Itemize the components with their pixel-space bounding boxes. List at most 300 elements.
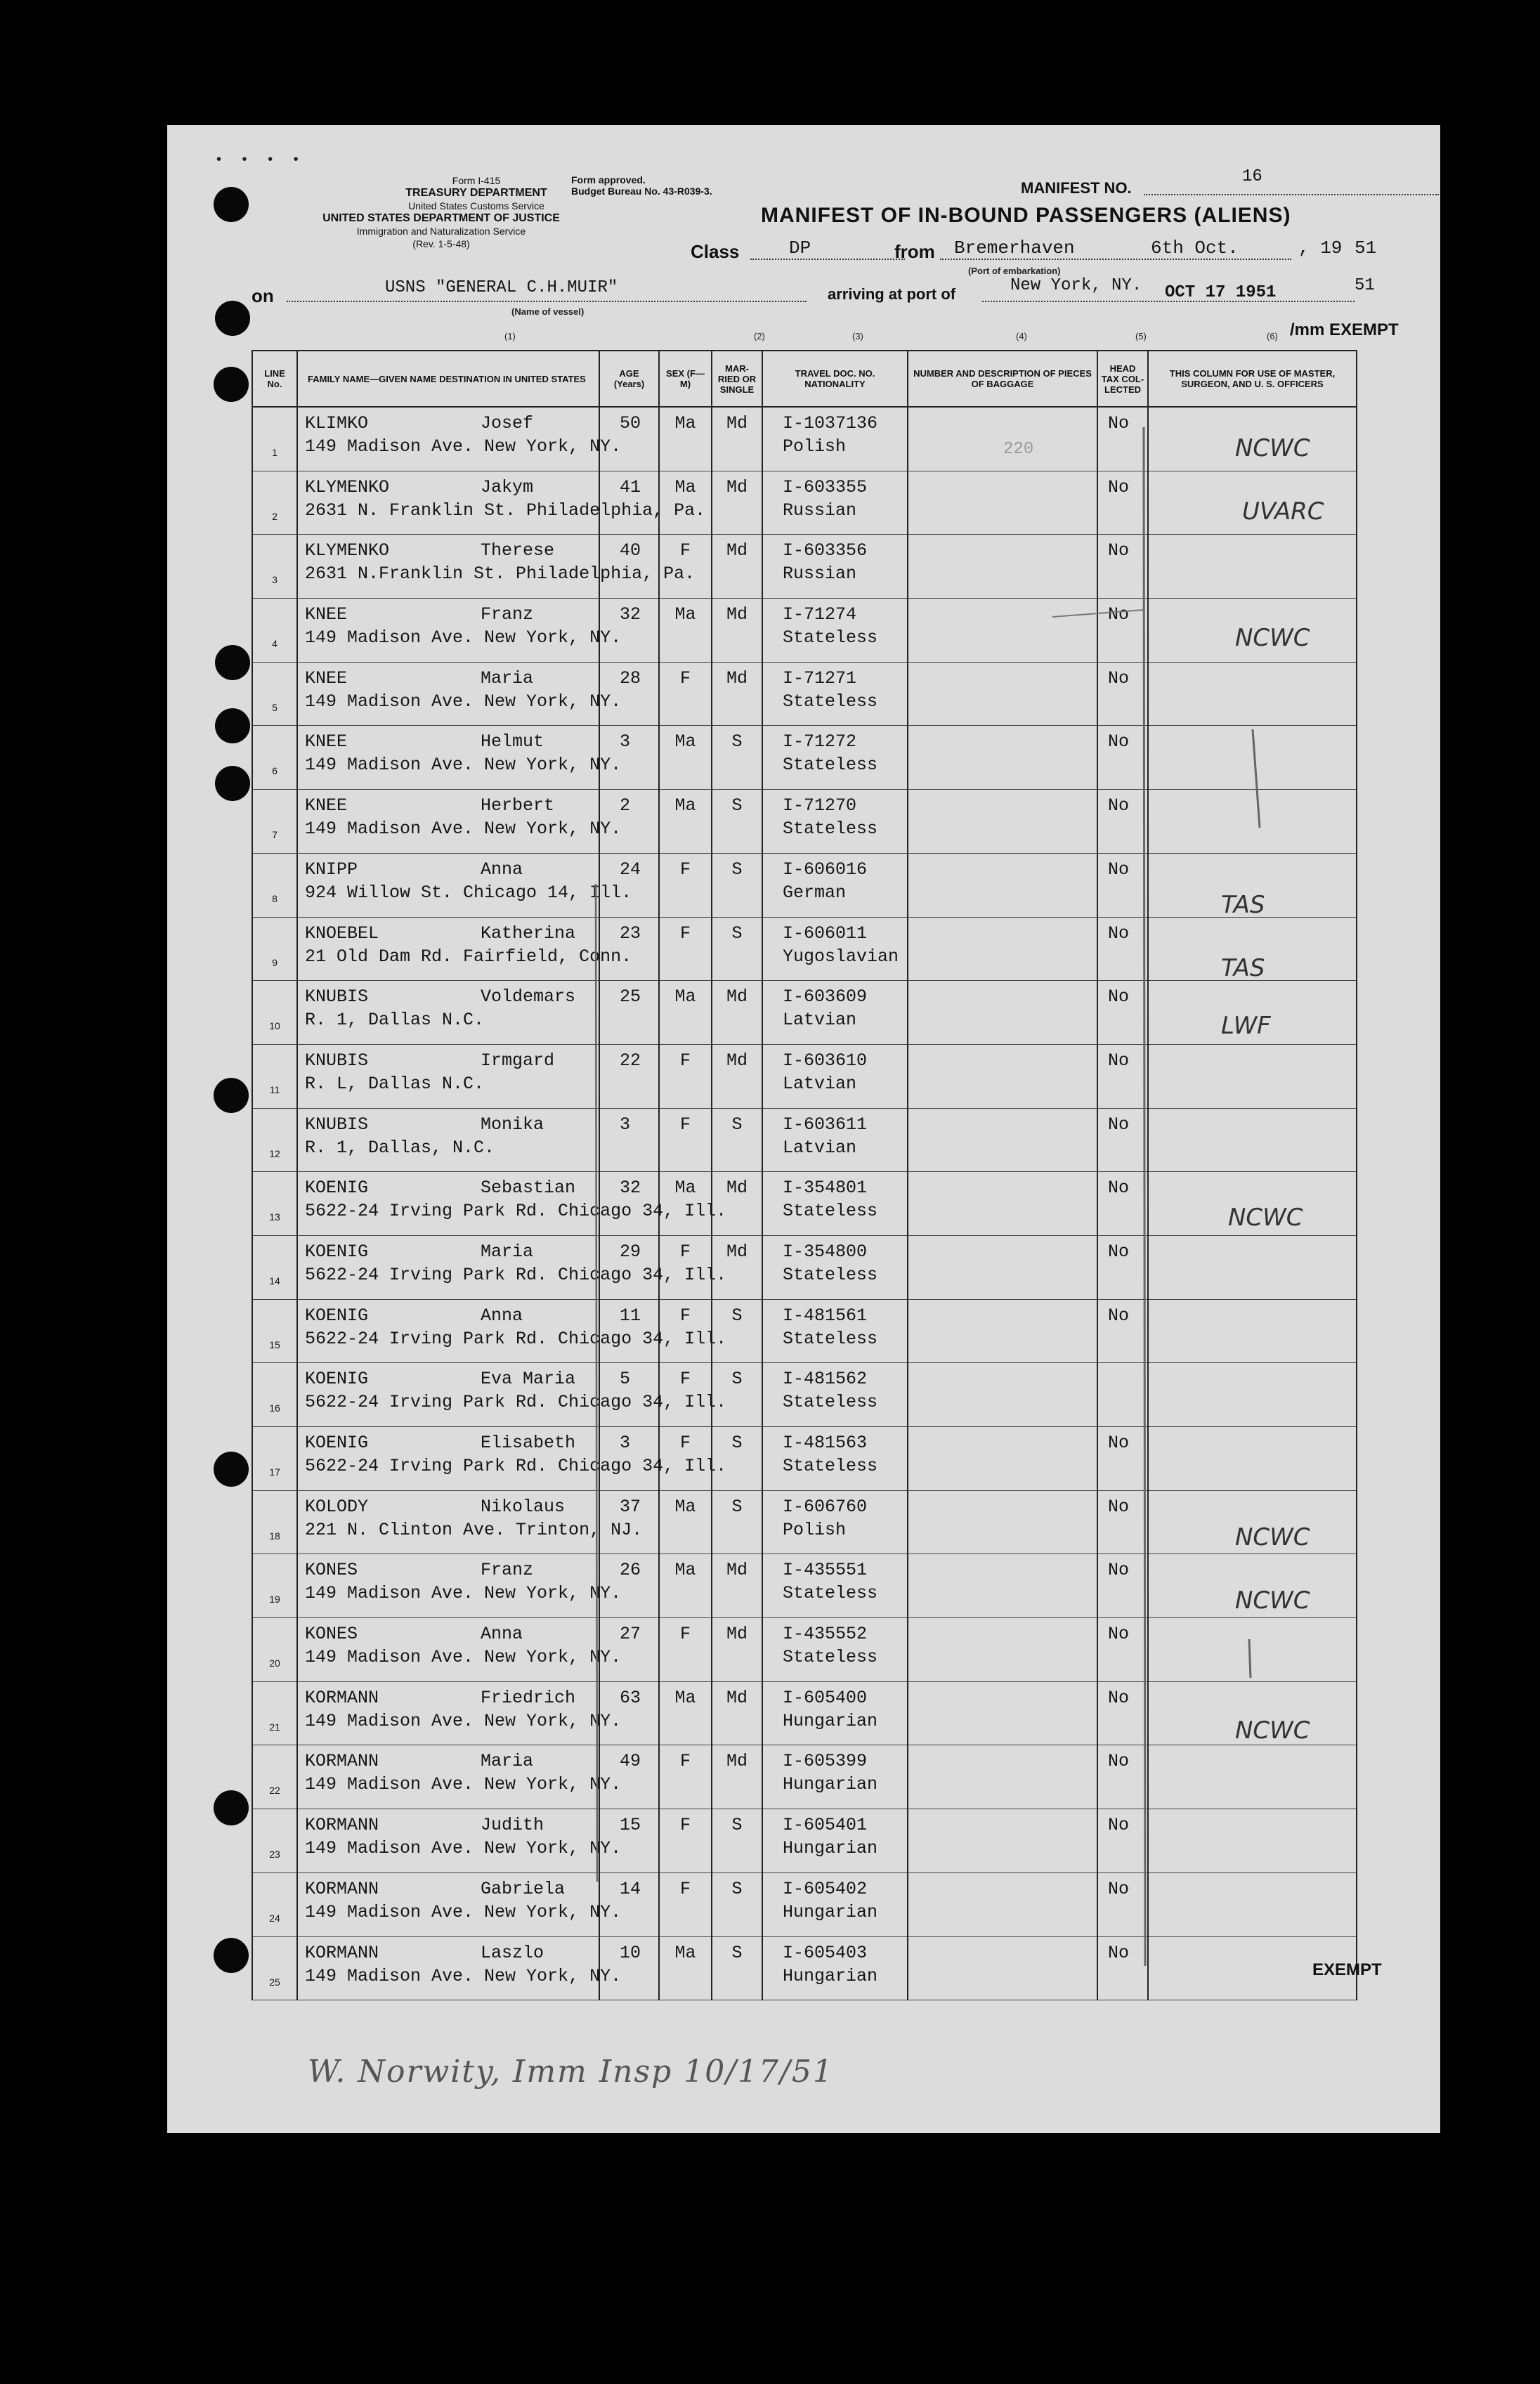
line-number: 3 — [272, 574, 278, 586]
marital-status: S — [731, 731, 743, 753]
head-tax: No — [1108, 1114, 1130, 1135]
nationality: Polish — [783, 1519, 847, 1540]
given-name: Anna — [481, 859, 523, 880]
header-baggage: NUMBER AND DESCRIPTION OF PIECES OF BAGGAGE — [908, 351, 1097, 407]
head-tax: No — [1108, 795, 1130, 816]
sex: Ma — [674, 476, 696, 497]
age: 25 — [620, 986, 641, 1008]
form-approval: Form approved. Budget Bureau No. 43-R039-3. — [571, 174, 712, 197]
line-number: 2 — [272, 510, 278, 522]
travel-doc-no: I-354800 — [783, 1241, 868, 1262]
travel-doc-no: I-605399 — [783, 1751, 868, 1772]
given-name: Franz — [481, 604, 534, 625]
nationality: Stateless — [783, 1201, 878, 1222]
sex: Ma — [674, 604, 696, 625]
manifest-page — [167, 125, 1440, 2133]
travel-doc-no: I-481561 — [783, 1305, 868, 1326]
line-number: 4 — [272, 638, 278, 650]
sex: Ma — [674, 731, 696, 753]
sex: Ma — [674, 795, 696, 816]
vessel-sublabel: (Name of vessel) — [511, 306, 585, 317]
col-num-4: (4) — [1016, 331, 1027, 341]
marital-status: Md — [726, 540, 748, 561]
sex: Ma — [674, 413, 696, 434]
arrival-date-stamp: OCT 17 1951 — [1165, 283, 1277, 302]
handwritten-note: TAS — [1221, 891, 1265, 919]
line-number: 23 — [269, 1849, 280, 1861]
nationality: Stateless — [783, 755, 878, 776]
age: 14 — [620, 1878, 641, 1899]
age: 3 — [620, 731, 631, 753]
handwritten-note: NCWC — [1235, 434, 1310, 462]
destination: 5622-24 Irving Park Rd. Chicago 34, Ill. — [305, 1264, 727, 1285]
marital-status: S — [731, 1878, 743, 1899]
sex: F — [679, 1751, 691, 1772]
arrival-year: 51 — [1355, 276, 1375, 295]
destination: 149 Madison Ave. New York, NY. — [305, 627, 622, 649]
sex: F — [679, 859, 691, 880]
sex: F — [679, 1241, 691, 1262]
head-tax: No — [1108, 540, 1130, 561]
given-name: Gabriela — [481, 1878, 566, 1899]
head-tax: No — [1108, 1241, 1130, 1262]
travel-doc-no: I-605402 — [783, 1878, 868, 1899]
nationality: Hungarian — [783, 1965, 878, 1986]
header-line: LINE No. — [252, 351, 297, 407]
given-name: Eva Maria — [481, 1369, 576, 1390]
sex: F — [679, 540, 691, 561]
from-label: from — [894, 241, 935, 262]
given-name: Maria — [481, 667, 534, 689]
handwritten-note: NCWC — [1235, 624, 1310, 652]
sex: F — [679, 923, 691, 944]
line-number: 16 — [269, 1402, 280, 1414]
handwritten-note: NCWC — [1235, 1717, 1310, 1745]
page-title: MANIFEST OF IN-BOUND PASSENGERS (ALIENS) — [761, 204, 1291, 227]
arrival-port: New York, NY. — [1010, 276, 1142, 295]
marital-status: S — [731, 859, 743, 880]
given-name: Maria — [481, 1241, 534, 1262]
travel-doc-no: I-603356 — [783, 540, 868, 561]
family-name: KONES — [305, 1624, 358, 1645]
col-num-6: (6) — [1267, 331, 1278, 341]
travel-doc-no: I-481563 — [783, 1433, 868, 1453]
sex: F — [679, 1433, 691, 1453]
class-label: Class — [691, 241, 740, 262]
given-name: Franz — [481, 1560, 534, 1581]
travel-doc-no: I-435552 — [783, 1624, 868, 1645]
head-tax: No — [1108, 986, 1130, 1008]
destination: 149 Madison Ave. New York, NY. — [305, 1838, 622, 1859]
sex: Ma — [674, 1496, 696, 1517]
marital-status: S — [731, 923, 743, 944]
handwritten-note: NCWC — [1228, 1204, 1303, 1232]
age: 3 — [620, 1114, 631, 1135]
head-tax: No — [1108, 1751, 1130, 1772]
family-name: KNUBIS — [305, 1050, 369, 1071]
line-number: 22 — [269, 1785, 280, 1797]
age: 24 — [620, 859, 641, 880]
destination: R. L, Dallas N.C. — [305, 1073, 485, 1094]
col-num-1: (1) — [504, 331, 516, 341]
travel-doc-no: I-603609 — [783, 986, 868, 1008]
travel-doc-no: I-606016 — [783, 859, 868, 880]
destination: 149 Madison Ave. New York, NY. — [305, 1901, 622, 1922]
destination: 5622-24 Irving Park Rd. Chicago 34, Ill. — [305, 1456, 727, 1476]
arriving-label: arriving at port of — [828, 285, 956, 303]
sex: F — [679, 1624, 691, 1645]
nationality: Stateless — [783, 1583, 878, 1604]
family-name: KNEE — [305, 731, 348, 753]
destination: 5622-24 Irving Park Rd. Chicago 34, Ill. — [305, 1392, 727, 1413]
given-name: Voldemars — [481, 986, 576, 1008]
destination: 2631 N. Franklin St. Philadelphia, Pa. — [305, 500, 706, 521]
header-married: MAR-RIED OR SINGLE — [712, 351, 762, 407]
given-name: Katherina — [481, 923, 576, 944]
given-name: Irmgard — [481, 1050, 555, 1071]
age: 15 — [620, 1815, 641, 1836]
marital-status: Md — [726, 1050, 748, 1071]
line-number: 20 — [269, 1657, 280, 1669]
nationality: Stateless — [783, 1328, 878, 1349]
age: 50 — [620, 413, 641, 434]
age: 10 — [620, 1942, 641, 1963]
exempt-stamp-bottom: EXEMPT — [1312, 1960, 1382, 1979]
travel-doc-no: I-71270 — [783, 795, 857, 816]
head-tax: No — [1108, 1050, 1130, 1071]
age: 49 — [620, 1751, 641, 1772]
age: 27 — [620, 1624, 641, 1645]
family-name: KNUBIS — [305, 986, 369, 1008]
marital-status: S — [731, 1815, 743, 1836]
travel-doc-no: I-603610 — [783, 1050, 868, 1071]
destination: R. 1, Dallas, N.C. — [305, 1137, 495, 1158]
family-name: KNEE — [305, 795, 348, 816]
top-ticks: • • • • — [216, 152, 307, 167]
nationality: Latvian — [783, 1137, 857, 1158]
col-num-2: (2) — [754, 331, 765, 341]
marital-status: Md — [726, 604, 748, 625]
vessel-name: USNS "GENERAL C.H.MUIR" — [385, 278, 618, 297]
travel-doc-no: I-435551 — [783, 1560, 868, 1581]
header-name: FAMILY NAME—GIVEN NAME DESTINATION IN UNITED STATES — [297, 351, 599, 407]
nationality: Russian — [783, 564, 857, 585]
marital-status: Md — [726, 413, 748, 434]
travel-doc-no: I-71272 — [783, 731, 857, 753]
line-number: 21 — [269, 1721, 280, 1733]
marital-status: Md — [726, 986, 748, 1008]
manifest-no-value: 16 — [1242, 167, 1262, 186]
head-tax: No — [1108, 413, 1130, 434]
age: 26 — [620, 1560, 641, 1581]
nationality: Russian — [783, 500, 857, 521]
baggage-note: 220 — [1003, 440, 1034, 459]
line-number: 1 — [272, 447, 278, 458]
given-name: Laszlo — [481, 1942, 544, 1963]
sex: F — [679, 1114, 691, 1135]
head-tax: No — [1108, 859, 1130, 880]
age: 41 — [620, 476, 641, 497]
given-name: Elisabeth — [481, 1433, 576, 1453]
destination: R. 1, Dallas N.C. — [305, 1010, 485, 1031]
destination: 221 N. Clinton Ave. Trinton, NJ. — [305, 1519, 643, 1540]
sex: F — [679, 1815, 691, 1836]
marital-status: S — [731, 1369, 743, 1390]
destination: 149 Madison Ave. New York, NY. — [305, 819, 622, 840]
family-name: KORMANN — [305, 1687, 379, 1708]
head-tax: No — [1108, 476, 1130, 497]
line-number: 24 — [269, 1912, 280, 1924]
line-number: 8 — [272, 892, 278, 904]
given-name: Anna — [481, 1305, 523, 1326]
head-tax: No — [1108, 1942, 1130, 1963]
year-prefix: , 19 — [1298, 237, 1343, 259]
destination: 149 Madison Ave. New York, NY. — [305, 436, 622, 457]
inspector-signature: W. Norwity, Imm Insp 10/17/51 — [308, 2054, 834, 2090]
nationality: Yugoslavian — [783, 946, 899, 967]
line-number: 13 — [269, 1211, 280, 1223]
form-agency-block: Form I-415 TREASURY DEPARTMENT United States Customs Service UNITED STATES DEPARTMENT OF JUSTICE Immigration and Naturalization Service (Rev. 1-5-48) — [322, 175, 560, 249]
exempt-stamp-top: /mm EXEMPT — [1290, 320, 1399, 339]
class-value: DP — [789, 237, 811, 259]
age: 2 — [620, 795, 631, 816]
destination: 149 Madison Ave. New York, NY. — [305, 1710, 622, 1731]
handwritten-note: NCWC — [1235, 1523, 1310, 1551]
destination: 924 Willow St. Chicago 14, Ill. — [305, 882, 632, 903]
family-name: KORMANN — [305, 1878, 379, 1899]
age: 37 — [620, 1496, 641, 1517]
line-number: 25 — [269, 1976, 280, 1988]
family-name: KOENIG — [305, 1178, 369, 1199]
given-name: Helmut — [481, 731, 544, 753]
nationality: Latvian — [783, 1073, 857, 1094]
family-name: KONES — [305, 1560, 358, 1581]
travel-doc-no: I-71271 — [783, 667, 857, 689]
head-tax: No — [1108, 1496, 1130, 1517]
destination: 149 Madison Ave. New York, NY. — [305, 1774, 622, 1795]
marital-status: Md — [726, 667, 748, 689]
nationality: Stateless — [783, 1264, 878, 1285]
nationality: Polish — [783, 436, 847, 457]
head-tax: No — [1108, 1687, 1130, 1708]
family-name: KNUBIS — [305, 1114, 369, 1135]
head-tax: No — [1108, 1560, 1130, 1581]
marital-status: S — [731, 1305, 743, 1326]
head-tax: No — [1108, 1305, 1130, 1326]
manifest-no-label: MANIFEST NO. — [1021, 179, 1132, 197]
on-label: on — [252, 285, 274, 306]
nationality: German — [783, 882, 847, 903]
travel-doc-no: I-354801 — [783, 1178, 868, 1199]
family-name: KOENIG — [305, 1369, 369, 1390]
family-name: KOENIG — [305, 1433, 369, 1453]
age: 29 — [620, 1241, 641, 1262]
given-name: Jakym — [481, 476, 534, 497]
sex: F — [679, 1305, 691, 1326]
given-name: Josef — [481, 413, 534, 434]
family-name: KNIPP — [305, 859, 358, 880]
nationality: Hungarian — [783, 1838, 878, 1859]
header-tax: HEAD TAX COL-LECTED — [1097, 351, 1148, 407]
given-name: Herbert — [481, 795, 555, 816]
family-name: KLYMENKO — [305, 540, 390, 561]
line-number: 18 — [269, 1530, 280, 1542]
destination: 149 Madison Ave. New York, NY. — [305, 1965, 622, 1986]
handwritten-note: UVARC — [1242, 497, 1324, 526]
nationality: Stateless — [783, 691, 878, 712]
family-name: KLIMKO — [305, 413, 369, 434]
line-number: 15 — [269, 1338, 280, 1350]
sex: F — [679, 1369, 691, 1390]
line-number: 11 — [269, 1083, 280, 1095]
nationality: Hungarian — [783, 1774, 878, 1795]
destination: 5622-24 Irving Park Rd. Chicago 34, Ill. — [305, 1201, 727, 1222]
line-number: 6 — [272, 765, 278, 777]
destination: 2631 N.Franklin St. Philadelphia, Pa. — [305, 564, 696, 585]
head-tax: No — [1108, 1815, 1130, 1836]
travel-doc-no: I-481562 — [783, 1369, 868, 1390]
col-num-5: (5) — [1135, 331, 1147, 341]
age: 3 — [620, 1433, 631, 1453]
nationality: Stateless — [783, 627, 878, 649]
handwritten-note: NCWC — [1235, 1587, 1310, 1615]
header-sex: SEX (F—M) — [659, 351, 712, 407]
head-tax: No — [1108, 731, 1130, 753]
family-name: KOENIG — [305, 1305, 369, 1326]
head-tax: No — [1108, 604, 1130, 625]
date-value: 6th Oct. — [1151, 237, 1239, 259]
marital-status: S — [731, 795, 743, 816]
given-name: Anna — [481, 1624, 523, 1645]
age: 40 — [620, 540, 641, 561]
age: 22 — [620, 1050, 641, 1071]
sex: F — [679, 1878, 691, 1899]
head-tax: No — [1108, 923, 1130, 944]
destination: 21 Old Dam Rd. Fairfield, Conn. — [305, 946, 632, 967]
nationality: Stateless — [783, 1392, 878, 1413]
nationality: Stateless — [783, 1647, 878, 1668]
handwritten-note: TAS — [1221, 954, 1265, 982]
travel-doc-no: I-1037136 — [783, 413, 878, 434]
marital-status: Md — [726, 476, 748, 497]
header-officers: THIS COLUMN FOR USE OF MASTER, SURGEON, AND U. S. OFFICERS — [1148, 351, 1357, 407]
head-tax: No — [1108, 1624, 1130, 1645]
family-name: KORMANN — [305, 1751, 379, 1772]
travel-doc-no: I-606011 — [783, 923, 868, 944]
nationality: Latvian — [783, 1010, 857, 1031]
given-name: Friedrich — [481, 1687, 576, 1708]
age: 28 — [620, 667, 641, 689]
sex: Ma — [674, 986, 696, 1008]
pencil-check-marks — [167, 125, 1440, 2133]
travel-doc-no: I-606760 — [783, 1496, 868, 1517]
marital-status: Md — [726, 1687, 748, 1708]
sex: Ma — [674, 1687, 696, 1708]
sex: F — [679, 1050, 691, 1071]
marital-status: S — [731, 1114, 743, 1135]
destination: 149 Madison Ave. New York, NY. — [305, 1583, 622, 1604]
from-value: Bremerhaven — [954, 237, 1075, 259]
age: 63 — [620, 1687, 641, 1708]
age: 32 — [620, 604, 641, 625]
marital-status: Md — [726, 1241, 748, 1262]
header-doc: TRAVEL DOC. NO. NATIONALITY — [762, 351, 908, 407]
marital-status: S — [731, 1433, 743, 1453]
family-name: KORMANN — [305, 1815, 379, 1836]
family-name: KNOEBEL — [305, 923, 379, 944]
line-number: 10 — [269, 1020, 280, 1032]
head-tax: No — [1108, 1178, 1130, 1199]
travel-doc-no: I-603611 — [783, 1114, 868, 1135]
marital-status: Md — [726, 1751, 748, 1772]
given-name: Nikolaus — [481, 1496, 566, 1517]
marital-status: S — [731, 1942, 743, 1963]
given-name: Monika — [481, 1114, 544, 1135]
sex: Ma — [674, 1560, 696, 1581]
age: 32 — [620, 1178, 641, 1199]
given-name: Therese — [481, 540, 555, 561]
head-tax: No — [1108, 1433, 1130, 1453]
line-number: 5 — [272, 701, 278, 713]
family-name: KOENIG — [305, 1241, 369, 1262]
family-name: KNEE — [305, 667, 348, 689]
marital-status: Md — [726, 1560, 748, 1581]
from-sublabel: (Port of embarkation) — [968, 266, 1061, 276]
header-age: AGE (Years) — [599, 351, 659, 407]
handwritten-note: LWF — [1221, 1012, 1271, 1040]
travel-doc-no: I-605400 — [783, 1687, 868, 1708]
given-name: Maria — [481, 1751, 534, 1772]
family-name: KLYMENKO — [305, 476, 390, 497]
given-name: Sebastian — [481, 1178, 576, 1199]
line-number: 17 — [269, 1466, 280, 1478]
sex: F — [679, 667, 691, 689]
head-tax: No — [1108, 667, 1130, 689]
col-num-3: (3) — [852, 331, 863, 341]
marital-status: Md — [726, 1624, 748, 1645]
travel-doc-no: I-71274 — [783, 604, 857, 625]
nationality: Hungarian — [783, 1710, 878, 1731]
travel-doc-no: I-603355 — [783, 476, 868, 497]
family-name: KNEE — [305, 604, 348, 625]
sex: Ma — [674, 1942, 696, 1963]
family-name: KOLODY — [305, 1496, 369, 1517]
line-number: 9 — [272, 956, 278, 968]
line-number: 14 — [269, 1275, 280, 1287]
nationality: Stateless — [783, 819, 878, 840]
head-tax: No — [1108, 1878, 1130, 1899]
marital-status: Md — [726, 1178, 748, 1199]
line-number: 19 — [269, 1594, 280, 1605]
destination: 149 Madison Ave. New York, NY. — [305, 755, 622, 776]
nationality: Hungarian — [783, 1901, 878, 1922]
destination: 5622-24 Irving Park Rd. Chicago 34, Ill. — [305, 1328, 727, 1349]
nationality: Stateless — [783, 1456, 878, 1476]
destination: 149 Madison Ave. New York, NY. — [305, 1647, 622, 1668]
line-number: 12 — [269, 1147, 280, 1159]
age: 5 — [620, 1369, 631, 1390]
year-value: 51 — [1355, 237, 1377, 259]
travel-doc-no: I-605403 — [783, 1942, 868, 1963]
line-number: 7 — [272, 829, 278, 841]
sex: Ma — [674, 1178, 696, 1199]
age: 23 — [620, 923, 641, 944]
destination: 149 Madison Ave. New York, NY. — [305, 691, 622, 712]
family-name: KORMANN — [305, 1942, 379, 1963]
marital-status: S — [731, 1496, 743, 1517]
given-name: Judith — [481, 1815, 544, 1836]
age: 11 — [620, 1305, 641, 1326]
